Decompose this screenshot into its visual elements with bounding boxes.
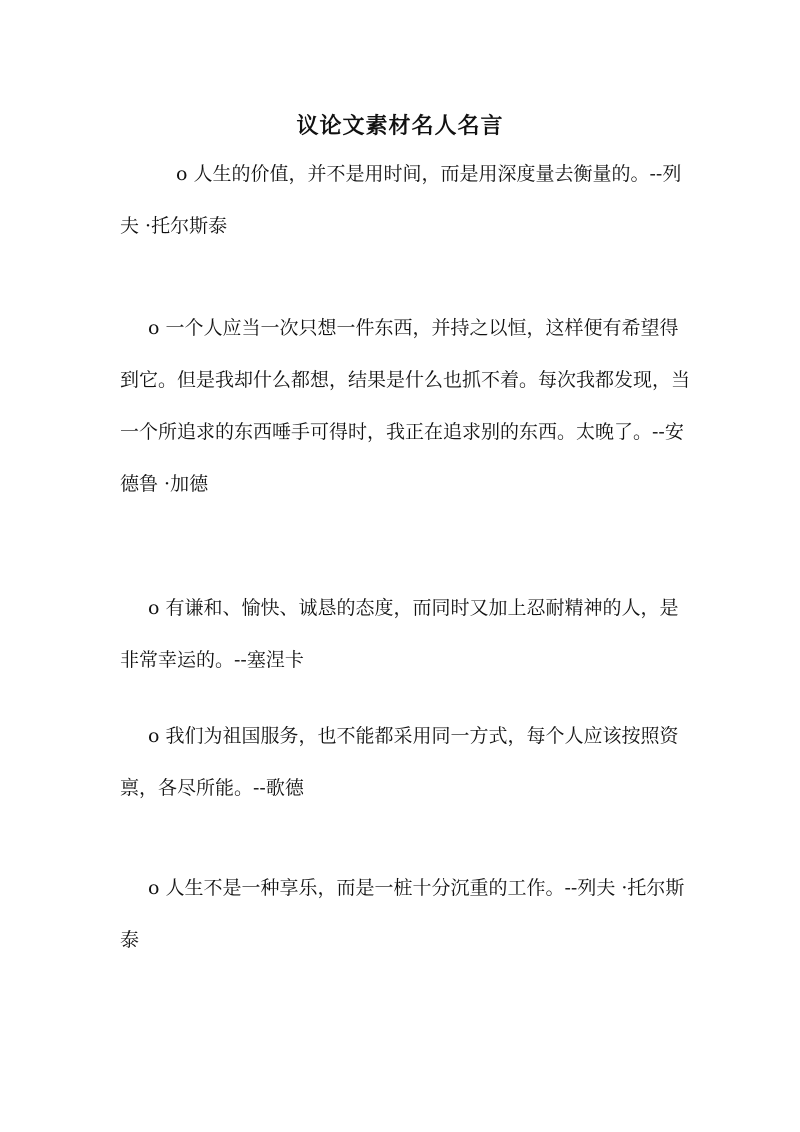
quote-paragraph-5: o 人生不是一种享乐，而是一桩十分沉重的工作。--列夫 ·托尔斯泰 (120, 877, 685, 951)
quote-paragraph-4: o 我们为祖国服务，也不能都采用同一方式，每个人应该按照资禀，各尽所能。--歌德 (120, 725, 679, 799)
page-title: 议论文素材名人名言 (296, 113, 504, 139)
quote-paragraph-1: o 人生的价值，并不是用时间，而是用深度量去衡量的。--列夫 ·托尔斯泰 (120, 163, 682, 237)
quote-paragraph-2: o 一个人应当一次只想一件东西，并持之以恒，这样便有希望得到它。但是我却什么都想，结果是什么也抓不着。每次我都发现，当一个所追求的东西唾手可得时，我正在追求别的东西。太晚了。--安德鲁 ·加德 (120, 317, 691, 495)
quote-paragraph-3: o 有谦和、愉快、诚恳的态度，而同时又加上忍耐精神的人，是非常幸运的。--塞涅卡 (120, 597, 679, 671)
